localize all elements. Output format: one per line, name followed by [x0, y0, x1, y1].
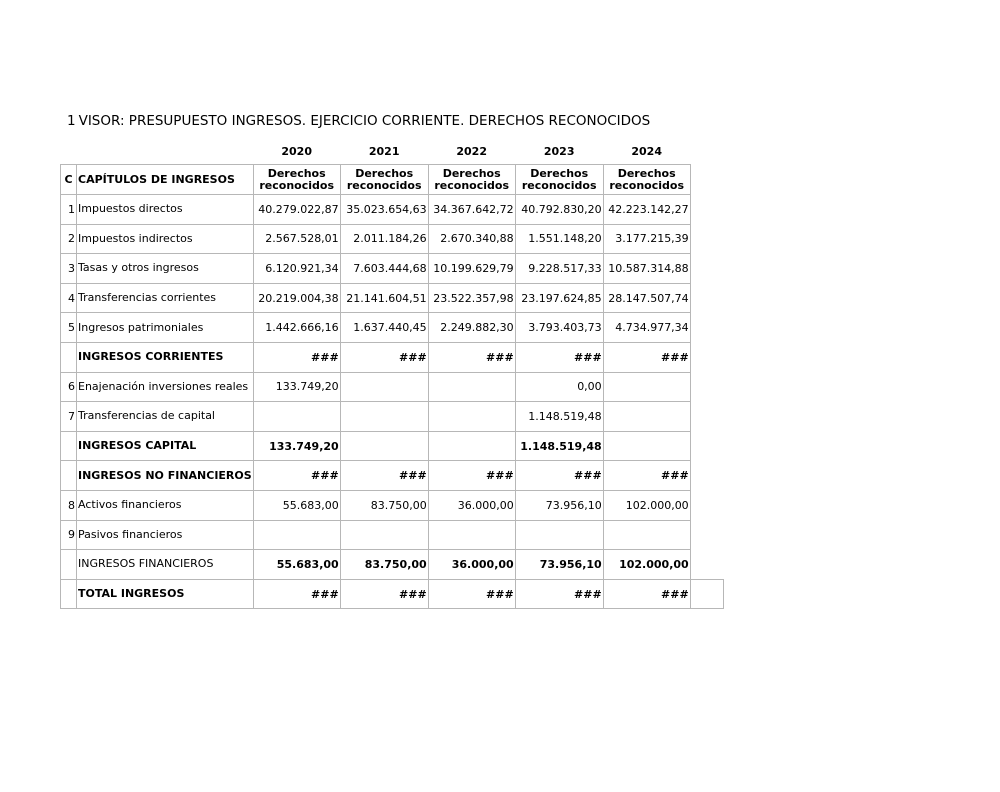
table-row [61, 520, 724, 550]
cell-2024: 4.734.977,34 [603, 313, 690, 343]
cell-2023: 73.956,10 [515, 550, 603, 580]
cell-2021: ### [340, 342, 428, 372]
table-row [61, 431, 724, 461]
cell-2022: 23.522.357,98 [428, 283, 515, 313]
cell-2024: 102.000,00 [603, 550, 690, 580]
row-code [61, 579, 77, 609]
col-header-2023 [515, 165, 603, 195]
cell-2022: 10.199.629,79 [428, 254, 515, 284]
cell-2021: 2.011.184,26 [340, 224, 428, 254]
row-code: 9 [61, 520, 77, 550]
row-label: INGRESOS CORRIENTES [77, 342, 254, 372]
cell-2020 [253, 520, 340, 550]
cell-2024: ### [603, 342, 690, 372]
cell-2022 [428, 431, 515, 461]
cell-2022 [428, 520, 515, 550]
sheet-title [67, 113, 650, 129]
cell-2020: 2.567.528,01 [253, 224, 340, 254]
col-header-line1: Derechos [530, 166, 589, 180]
table-row [61, 372, 724, 402]
col-header-2021 [340, 165, 428, 195]
cell-2023: ### [515, 579, 603, 609]
table-row [61, 195, 724, 225]
cell-2021: 83.750,00 [340, 550, 428, 580]
cell-2023: ### [515, 461, 603, 491]
cell-2020: 55.683,00 [253, 490, 340, 520]
row-label: TOTAL INGRESOS [77, 579, 254, 609]
cell-2020: ### [253, 342, 340, 372]
col-header-line1: Derechos [267, 166, 326, 180]
row-code: 2 [61, 224, 77, 254]
table-row [61, 490, 724, 520]
cell-2020: ### [253, 461, 340, 491]
col-header-2020 [253, 165, 340, 195]
cell-2023: 1.148.519,48 [515, 402, 603, 432]
cell-2024: 102.000,00 [603, 490, 690, 520]
cell-2024: 10.587.314,88 [603, 254, 690, 284]
row-label: INGRESOS NO FINANCIEROS [77, 461, 254, 491]
cell-2021: 1.637.440,45 [340, 313, 428, 343]
col-header-line1: Derechos [355, 166, 414, 180]
row-label: Ingresos patrimoniales [77, 313, 254, 343]
cell-2022 [428, 372, 515, 402]
cell-2023 [515, 520, 603, 550]
year-2021: 2021 [368, 144, 400, 158]
table-row [61, 283, 724, 313]
cell-2024: 3.177.215,39 [603, 224, 690, 254]
table-row [61, 224, 724, 254]
cell-2022: 34.367.642,72 [428, 195, 515, 225]
cell-2020 [253, 402, 340, 432]
cell-2023: 1.148.519,48 [515, 431, 603, 461]
row-code [61, 342, 77, 372]
col-header-line2: reconocidos [521, 178, 597, 192]
table-row [61, 342, 724, 372]
row-code [61, 431, 77, 461]
row-label: INGRESOS FINANCIEROS [77, 550, 254, 580]
cell-2023: 1.551.148,20 [515, 224, 603, 254]
cell-2021 [340, 372, 428, 402]
cell-2022: 2.670.340,88 [428, 224, 515, 254]
chapter-header: CAPÍTULOS DE INGRESOS [77, 165, 254, 195]
row-label: Transferencias corrientes [77, 283, 254, 313]
cell-2020: 133.749,20 [253, 431, 340, 461]
cell-2020: 20.219.004,38 [253, 283, 340, 313]
table-row [61, 579, 724, 609]
table-row [61, 461, 724, 491]
row-label: Enajenación inversiones reales [77, 372, 254, 402]
cell-2021: 83.750,00 [340, 490, 428, 520]
cell-2022 [428, 402, 515, 432]
row-code: 6 [61, 372, 77, 402]
col-header-2024 [603, 165, 690, 195]
table-row [61, 254, 724, 284]
cell-2021 [340, 402, 428, 432]
cell-2022: ### [428, 342, 515, 372]
year-2020: 2020 [281, 144, 312, 158]
cell-2023: 40.792.830,20 [515, 195, 603, 225]
year-2024: 2024 [631, 144, 662, 158]
cell-2021: ### [340, 461, 428, 491]
row-code: 1 [61, 195, 77, 225]
row-code [61, 550, 77, 580]
row-label: Impuestos directos [77, 195, 254, 225]
row-label: Pasivos financieros [77, 520, 254, 550]
cell-2024: 28.147.507,74 [603, 283, 690, 313]
col-header-line2: reconocidos [609, 178, 684, 192]
row-label: Impuestos indirectos [77, 224, 254, 254]
row-code: 4 [61, 283, 77, 313]
col-header-2022 [428, 165, 515, 195]
row-code: 3 [61, 254, 77, 284]
cell-2022: 36.000,00 [428, 490, 515, 520]
cell-2020: ### [253, 579, 340, 609]
cell-2022: 36.000,00 [428, 550, 515, 580]
col-header-line1: Derechos [617, 166, 676, 180]
row-label: Activos financieros [77, 490, 254, 520]
cell-2021: 21.141.604,51 [340, 283, 428, 313]
cell-2023: 23.197.624,85 [515, 283, 603, 313]
cell-2021 [340, 520, 428, 550]
year-2023: 2023 [543, 144, 575, 158]
cell-2024 [603, 402, 690, 432]
sheet-title-number: 1 [67, 113, 76, 129]
cell-2024 [603, 372, 690, 402]
sheet-title-text: VISOR: PRESUPUESTO INGRESOS. EJERCICIO CORRIENTE. DERECHOS RECONOCIDOS [78, 113, 651, 129]
cell-2023: 3.793.403,73 [515, 313, 603, 343]
row-label: Transferencias de capital [77, 402, 254, 432]
cell-2020: 6.120.921,34 [253, 254, 340, 284]
code-header: C [61, 165, 77, 195]
cell-2021: 7.603.444,68 [340, 254, 428, 284]
row-code: 5 [61, 313, 77, 343]
cell-2020: 40.279.022,87 [253, 195, 340, 225]
revenue-table [60, 138, 724, 609]
cell-2023: 9.228.517,33 [515, 254, 603, 284]
cell-2021: ### [340, 579, 428, 609]
year-2022: 2022 [456, 144, 487, 158]
cell-2024: ### [603, 461, 690, 491]
col-header-line2: reconocidos [346, 178, 422, 192]
cell-2020: 1.442.666,16 [253, 313, 340, 343]
cell-2021: 35.023.654,63 [340, 195, 428, 225]
table-row [61, 550, 724, 580]
cell-2020: 133.749,20 [253, 372, 340, 402]
cell-2024 [603, 431, 690, 461]
row-code: 7 [61, 402, 77, 432]
row-label: Tasas y otros ingresos [77, 254, 254, 284]
table-row [61, 313, 724, 343]
cell-2024: 42.223.142,27 [603, 195, 690, 225]
cell-2021 [340, 431, 428, 461]
column-header-row [61, 165, 724, 195]
cell-2023: 73.956,10 [515, 490, 603, 520]
col-header-line1: Derechos [442, 166, 501, 180]
row-code: 8 [61, 490, 77, 520]
cell-2020: 55.683,00 [253, 550, 340, 580]
col-header-line2: reconocidos [259, 178, 334, 192]
cell-2022: ### [428, 579, 515, 609]
row-label: INGRESOS CAPITAL [77, 431, 254, 461]
cell-2023: ### [515, 342, 603, 372]
col-header-line2: reconocidos [434, 178, 509, 192]
cell-2022: ### [428, 461, 515, 491]
year-header-row [61, 138, 724, 165]
cell-2022: 2.249.882,30 [428, 313, 515, 343]
cell-2024 [603, 520, 690, 550]
table-row [61, 402, 724, 432]
row-code [61, 461, 77, 491]
cell-2023: 0,00 [515, 372, 603, 402]
cell-2024: ### [603, 579, 690, 609]
